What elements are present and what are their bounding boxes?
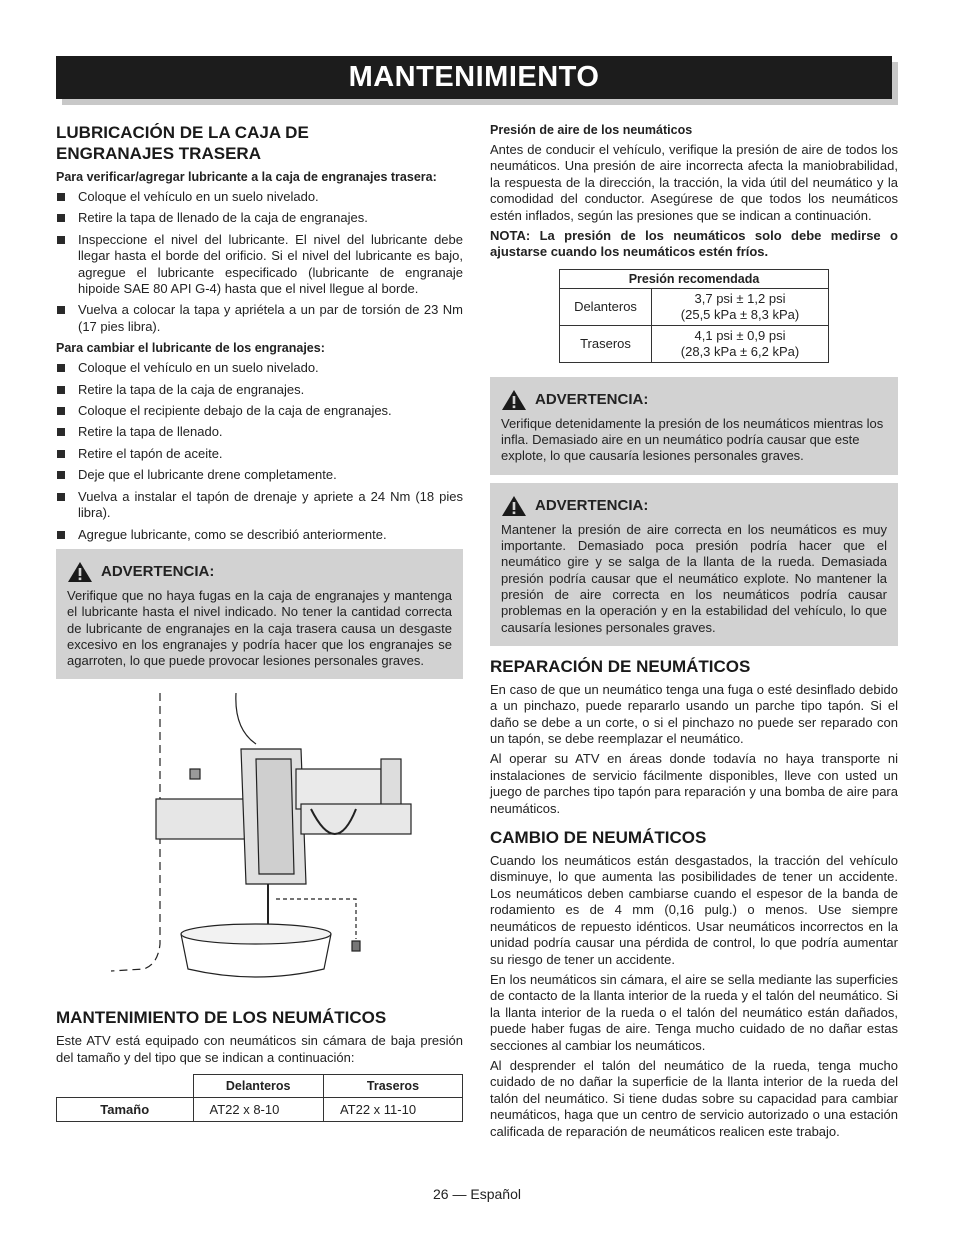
repair-paragraph: Al operar su ATV en áreas donde todavía no haya transporte ni instalaciones de servicio fácilmente disponibles, lleve con usted un juego de parches tipo tapón para reparación y una bomba de aire para neumáticos. bbox=[490, 751, 898, 816]
warning-header bbox=[67, 561, 452, 583]
warning-title: ADVERTENCIA: bbox=[535, 391, 649, 409]
bullet-icon bbox=[57, 214, 65, 222]
tire-maintenance-heading: MANTENIMIENTO DE LOS NEUMÁTICOS bbox=[56, 1008, 387, 1028]
change-title: Para cambiar el lubricante de los engranajes: bbox=[56, 341, 325, 356]
gearbox-drain-illustration bbox=[56, 689, 463, 989]
warning-triangle-icon bbox=[501, 389, 527, 411]
list-item: Retire el tapón de aceite. bbox=[56, 446, 463, 462]
bullet-icon bbox=[57, 450, 65, 458]
tire-change-heading: CAMBIO DE NEUMÁTICOS bbox=[490, 828, 707, 848]
bullet-icon bbox=[57, 364, 65, 372]
pressure-note: NOTA: La presión de los neumáticos solo debe medirse o ajustarse cuando los neumáticos estén fríos. bbox=[490, 228, 898, 260]
pressure-value-kpa: (25,5 kPa ± 8,3 kPa) bbox=[680, 306, 800, 322]
gearbox-illustration-image bbox=[56, 689, 463, 989]
tire-size-table bbox=[56, 1074, 463, 1122]
change-list bbox=[56, 360, 463, 543]
right-column bbox=[490, 122, 898, 1144]
pressure-row-value bbox=[652, 288, 829, 325]
repair-paragraph: En caso de que un neumático tenga una fuga o esté desinflado debido a un pinchazo, puede repararlo usando un parche tipo tapón. Si el daño se debe a un corte, o si el pinchazo no puede ser reparado con un tapón, se debe reemplazar el neumático. bbox=[490, 681, 898, 747]
table-row bbox=[560, 288, 829, 325]
tire-repair-heading: REPARACIÓN DE NEUMÁTICOS bbox=[490, 656, 751, 676]
bullet-icon bbox=[57, 386, 65, 394]
list-item: Retire la tapa de llenado. bbox=[56, 424, 463, 440]
bullet-icon bbox=[57, 193, 65, 201]
change-paragraph: Cuando los neumáticos están desgastados, la tracción del vehículo disminuye, lo que aumenta las posibilidades de tener un accidente. Los neumáticos deben cambiarse cuando el espesor de la banda de rodamiento es de 4 mm (0,16 pulg.) o menos. Use siempre neumáticos de repuesto idénticos. Usar neumáticos incorrectos en la unidad podría causar una pérdida de control, lo que podría aumentar su riesgo de tener un accidente. bbox=[490, 853, 898, 967]
list-item: Coloque el recipiente debajo de la caja de engranajes. bbox=[56, 403, 463, 419]
pressure-row-label: Delanteros bbox=[560, 288, 652, 325]
check-title: Para verificar/agregar lubricante a la caja de engranajes trasera: bbox=[56, 170, 437, 184]
pressure-value-psi: 3,7 psi ± 1,2 psi bbox=[694, 290, 786, 306]
warning-title: ADVERTENCIA: bbox=[535, 497, 649, 515]
bullet-icon bbox=[57, 471, 65, 479]
table-cell-rear-size: AT22 x 11-10 bbox=[323, 1098, 462, 1122]
list-item: Coloque el vehículo en un suelo nivelado. bbox=[56, 360, 463, 376]
table-header-empty bbox=[57, 1075, 194, 1098]
list-item: Retire la tapa de la caja de engranajes. bbox=[56, 382, 463, 398]
check-list bbox=[56, 189, 463, 335]
pressure-value-psi: 4,1 psi ± 0,9 psi bbox=[694, 327, 786, 343]
warning-text: Verifique que no haya fugas en la caja de engranajes y mantenga el lubricante hasta el nivel indicado. No tener la cantidad correcta de lubricante de engranajes en la caja trasera causa un desgaste excesivo en los engranajes y podría hacer que los engranajes se agarroten, lo que puede provocar lesiones personales graves. bbox=[67, 587, 452, 669]
tire-intro: Este ATV está equipado con neumáticos sin cámara de baja presión del tamaño y del tipo que se indican a continuación: bbox=[56, 1033, 463, 1065]
pressure-table-header: Presión recomendada bbox=[560, 269, 829, 288]
list-item: Agregue lubricante, como se describió anteriormente. bbox=[56, 527, 463, 543]
bullet-icon bbox=[57, 531, 65, 539]
bullet-icon bbox=[57, 493, 65, 501]
inflation-warning bbox=[490, 377, 898, 475]
warning-triangle-icon bbox=[67, 561, 93, 583]
bullet-icon bbox=[57, 306, 65, 314]
table-header-rear: Traseros bbox=[323, 1075, 462, 1098]
warning-text: Mantener la presión de aire correcta en los neumáticos es muy importante. Demasiado poca presión podría hacer que el neumático gire y se salga de la llanta de la rueda. Demasiada presión podría causar que el neumático explote. No mantener la presión de aire correcta en los neumáticos podría causar problemas en la operación y en la estabilidad del vehículo, lo que causaría lesiones personales graves. bbox=[501, 521, 887, 635]
warning-title: ADVERTENCIA: bbox=[101, 563, 215, 581]
pressure-subheading: Presión de aire de los neumáticos bbox=[490, 123, 693, 137]
pressure-row-value bbox=[652, 325, 829, 362]
left-column bbox=[56, 122, 463, 1122]
warning-header bbox=[501, 389, 887, 411]
bullet-icon bbox=[57, 236, 65, 244]
pressure-row-label: Traseros bbox=[560, 325, 652, 362]
change-paragraph: Al desprender el talón del neumático de la rueda, tenga mucho cuidado de no dañar la superficie de la llanta interior de la rueda del talón del neumático. Si tiene dudas sobre su capacidad para cambiar neumáticos, haga que un centro de servicio autorizado o una estación calificada de reparación de neumáticos realicen este trabajo. bbox=[490, 1057, 898, 1139]
bullet-icon bbox=[57, 407, 65, 415]
list-item: Retire la tapa de llenado de la caja de engranajes. bbox=[56, 210, 463, 226]
list-item: Vuelva a colocar la tapa y apriétela a un par de torsión de 23 Nm (17 pies libra). bbox=[56, 302, 463, 335]
warning-triangle-icon bbox=[501, 495, 527, 517]
pressure-text: Antes de conducir el vehículo, verifique la presión de aire de todos los neumáticos. Una presión de aire incorrecta afecta la maniobrabilidad, la respuesta de la dirección, la tracción, la vida útil del neumático y la comodidad del conductor. Asegúrese de que todos los neumáticos estén inflados, según las presiones que se indican a continuación. bbox=[490, 142, 898, 223]
list-item: Inspeccione el nivel del lubricante. El nivel del lubricante debe llegar hasta el borde del orificio. Si el nivel del lubricante es bajo, agregue el lubricante especificado (lubricante de engranaje hipoide SAE 80 API G-4) hasta que el nivel llegue al borde. bbox=[56, 232, 463, 298]
change-paragraph: En los neumáticos sin cámara, el aire se sella mediante las superficies de contacto de la llanta interior de la rueda y el talón del neumático. Si la llanta interior de la rueda o el talón del neumático están dañados, puede haber fugas de aire. Tenga mucho cuidado de no dañar estas secciones al cambiar los neumáticos. bbox=[490, 971, 898, 1053]
lubrication-heading: LUBRICACIÓN DE LA CAJA DE ENGRANAJES TRASERA bbox=[56, 123, 309, 163]
list-item: Vuelva a instalar el tapón de drenaje y apriete a 24 Nm (18 pies libra). bbox=[56, 489, 463, 522]
page-footer: 26 — Español bbox=[433, 1186, 521, 1202]
warning-header bbox=[501, 495, 887, 517]
table-header-front: Delanteros bbox=[193, 1075, 323, 1098]
gearbox-warning bbox=[56, 549, 463, 679]
bullet-icon bbox=[57, 428, 65, 436]
page-title: MANTENIMIENTO bbox=[56, 56, 892, 99]
table-row-label: Tamaño bbox=[57, 1098, 194, 1122]
pressure-warning bbox=[490, 483, 898, 646]
list-item: Coloque el vehículo en un suelo nivelado. bbox=[56, 189, 463, 205]
pressure-table bbox=[559, 269, 829, 363]
warning-text: Verifique detenidamente la presión de los neumáticos mientras los infla. Demasiado aire en un neumático podría causar que este explote, lo que causaría lesiones personales graves. bbox=[501, 415, 884, 464]
list-item: Deje que el lubricante drene completamente. bbox=[56, 467, 463, 483]
pressure-value-kpa: (28,3 kPa ± 6,2 kPa) bbox=[680, 343, 800, 359]
table-row bbox=[560, 325, 829, 362]
table-cell-front-size: AT22 x 8-10 bbox=[193, 1098, 323, 1122]
